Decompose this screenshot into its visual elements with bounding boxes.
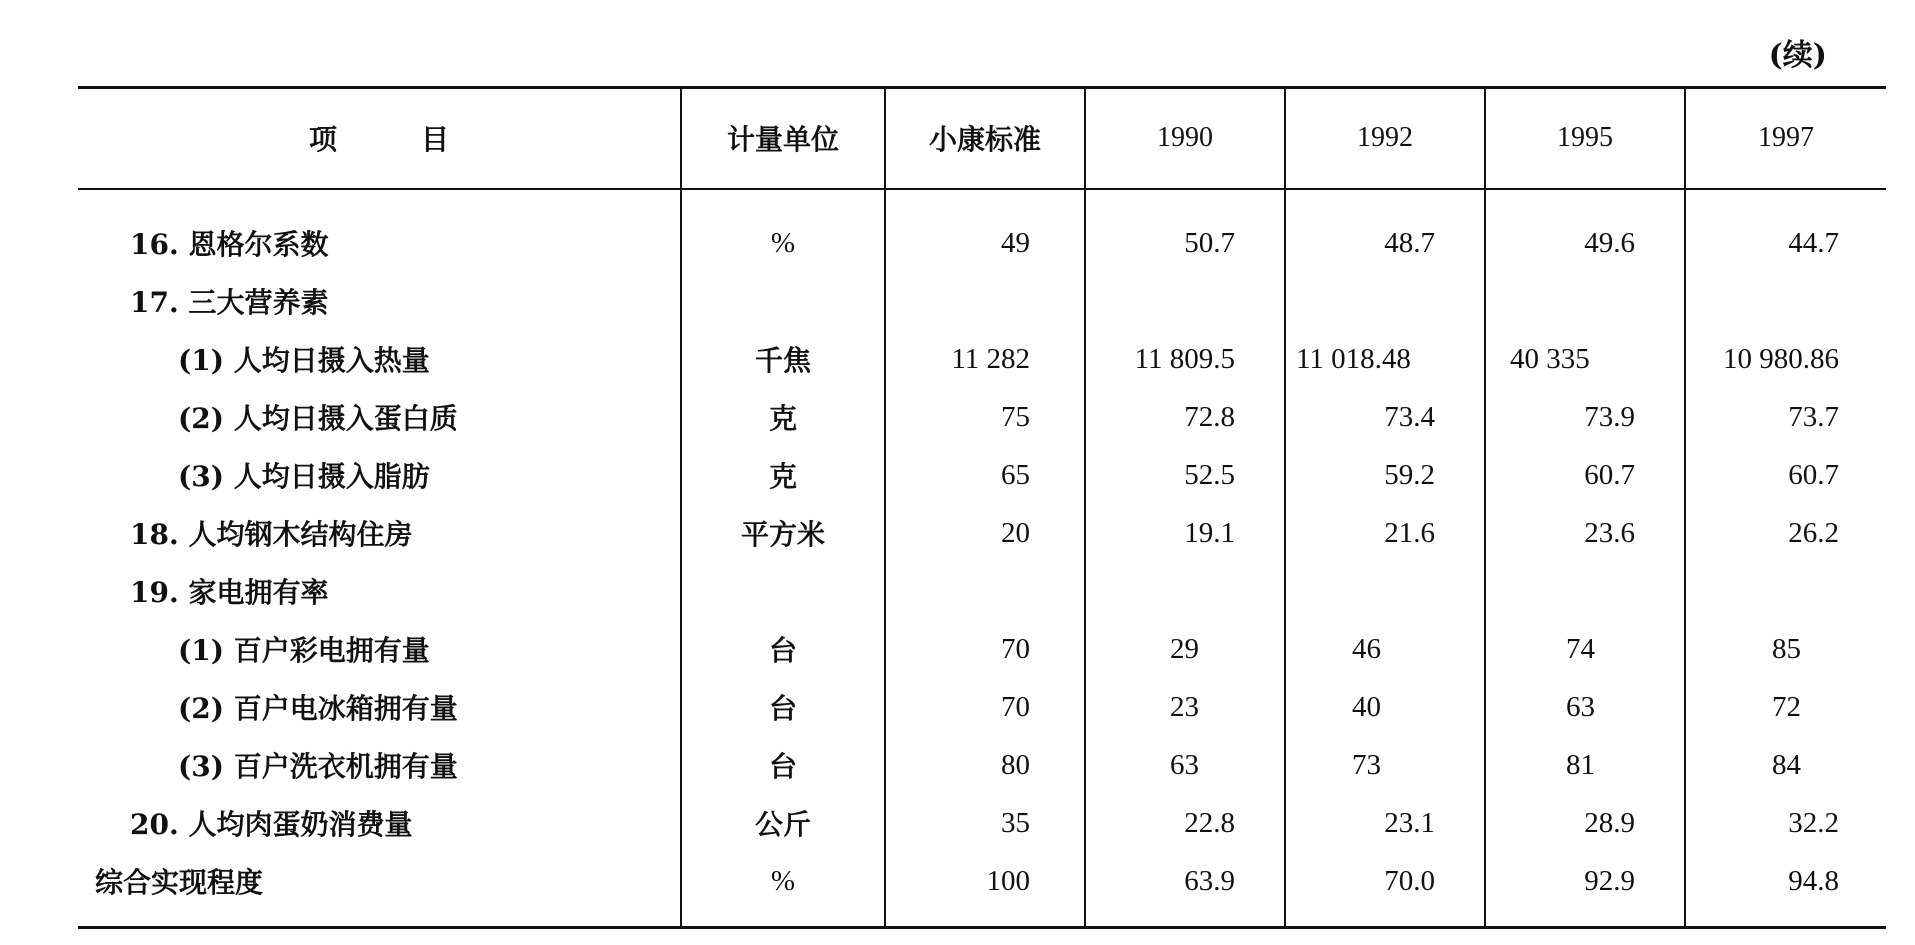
unit-cell: 平方米	[740, 518, 825, 551]
value-1990-cell: 63	[1170, 748, 1199, 781]
value-1995-cell: 81	[1566, 748, 1595, 781]
continued-label: (续)	[1768, 38, 1827, 73]
value-1992-cell: 21.6	[1384, 516, 1435, 549]
standard-cell: 70	[1001, 690, 1030, 723]
value-1990-cell: 23	[1170, 690, 1199, 723]
value-1990-cell: 11 809.5	[1134, 342, 1235, 375]
value-1995-cell: 40 335	[1510, 342, 1590, 375]
table-row	[0, 678, 1915, 736]
table-row	[0, 852, 1915, 910]
value-1992-cell: 46	[1352, 632, 1381, 665]
row-label: (3) 人均日摄入脂肪	[178, 460, 430, 493]
standard-cell: 65	[1001, 458, 1030, 491]
header-bottom-rule	[78, 188, 1886, 190]
table-row	[0, 794, 1915, 852]
unit-cell: 克	[768, 460, 797, 493]
row-label: (1) 人均日摄入热量	[178, 344, 430, 377]
value-1992-cell: 73.4	[1384, 400, 1435, 433]
table-row	[0, 214, 1915, 272]
table-row	[0, 330, 1915, 388]
value-1997-cell: 32.2	[1788, 806, 1839, 839]
standard-cell: 75	[1001, 400, 1030, 433]
value-1990-cell: 72.8	[1184, 400, 1235, 433]
header-year-1995: 1995	[1557, 122, 1613, 153]
row-label: (2) 百户电冰箱拥有量	[178, 692, 458, 725]
value-1995-cell: 23.6	[1584, 516, 1635, 549]
header-year-1990: 1990	[1157, 122, 1213, 153]
value-1992-cell: 59.2	[1384, 458, 1435, 491]
standard-cell: 20	[1001, 516, 1030, 549]
unit-cell: 千焦	[754, 344, 811, 377]
table-row	[0, 446, 1915, 504]
value-1997-cell: 26.2	[1788, 516, 1839, 549]
value-1990-cell: 52.5	[1184, 458, 1235, 491]
standard-cell: 35	[1001, 806, 1030, 839]
standard-cell: 70	[1001, 632, 1030, 665]
unit-cell: %	[770, 864, 796, 897]
table-row	[0, 562, 1915, 620]
header-year-1997: 1997	[1758, 122, 1814, 153]
standard-cell: 49	[1001, 226, 1030, 259]
value-1997-cell: 84	[1772, 748, 1801, 781]
value-1997-cell: 60.7	[1788, 458, 1839, 491]
table-row	[0, 736, 1915, 794]
header-unit: 计量单位	[726, 123, 839, 156]
table-row	[0, 504, 1915, 562]
value-1997-cell: 85	[1772, 632, 1801, 665]
value-1990-cell: 29	[1170, 632, 1199, 665]
value-1997-cell: 10 980.86	[1723, 342, 1839, 375]
table-row	[0, 272, 1915, 330]
table-bottom-rule	[78, 926, 1886, 929]
row-label: (2) 人均日摄入蛋白质	[178, 402, 458, 435]
value-1995-cell: 74	[1566, 632, 1595, 665]
unit-cell: 台	[768, 750, 797, 783]
value-1995-cell: 63	[1566, 690, 1595, 723]
value-1995-cell: 73.9	[1584, 400, 1635, 433]
value-1995-cell: 49.6	[1584, 226, 1635, 259]
unit-cell: %	[770, 226, 796, 259]
unit-cell: 公斤	[754, 808, 811, 841]
header-year-1992: 1992	[1357, 122, 1413, 153]
value-1992-cell: 11 018.48	[1296, 342, 1411, 375]
standard-cell: 100	[986, 864, 1030, 897]
row-label: 16. 恩格尔系数	[130, 228, 329, 261]
value-1990-cell: 63.9	[1184, 864, 1235, 897]
value-1995-cell: 28.9	[1584, 806, 1635, 839]
value-1992-cell: 48.7	[1384, 226, 1435, 259]
value-1992-cell: 70.0	[1384, 864, 1435, 897]
row-label: 17. 三大营养素	[130, 286, 329, 319]
table-row	[0, 388, 1915, 446]
value-1997-cell: 94.8	[1788, 864, 1839, 897]
row-label: 20. 人均肉蛋奶消费量	[130, 808, 413, 841]
header-item: 项 目	[308, 123, 449, 156]
value-1997-cell: 44.7	[1788, 226, 1839, 259]
value-1995-cell: 92.9	[1584, 864, 1635, 897]
row-label: (1) 百户彩电拥有量	[178, 634, 430, 667]
standard-cell: 80	[1001, 748, 1030, 781]
row-label: 18. 人均钢木结构住房	[130, 518, 413, 551]
value-1990-cell: 22.8	[1184, 806, 1235, 839]
value-1997-cell: 72	[1772, 690, 1801, 723]
row-label: (3) 百户洗衣机拥有量	[178, 750, 458, 783]
value-1992-cell: 23.1	[1384, 806, 1435, 839]
unit-cell: 台	[768, 634, 797, 667]
header-standard: 小康标准	[928, 123, 1041, 156]
standard-cell: 11 282	[951, 342, 1030, 375]
value-1995-cell: 60.7	[1584, 458, 1635, 491]
row-label: 综合实现程度	[95, 866, 264, 899]
row-label: 19. 家电拥有率	[130, 576, 329, 609]
value-1997-cell: 73.7	[1788, 400, 1839, 433]
value-1992-cell: 40	[1352, 690, 1381, 723]
unit-cell: 台	[768, 692, 797, 725]
value-1990-cell: 50.7	[1184, 226, 1235, 259]
unit-cell: 克	[768, 402, 797, 435]
value-1992-cell: 73	[1352, 748, 1381, 781]
value-1990-cell: 19.1	[1184, 516, 1235, 549]
table-row	[0, 620, 1915, 678]
